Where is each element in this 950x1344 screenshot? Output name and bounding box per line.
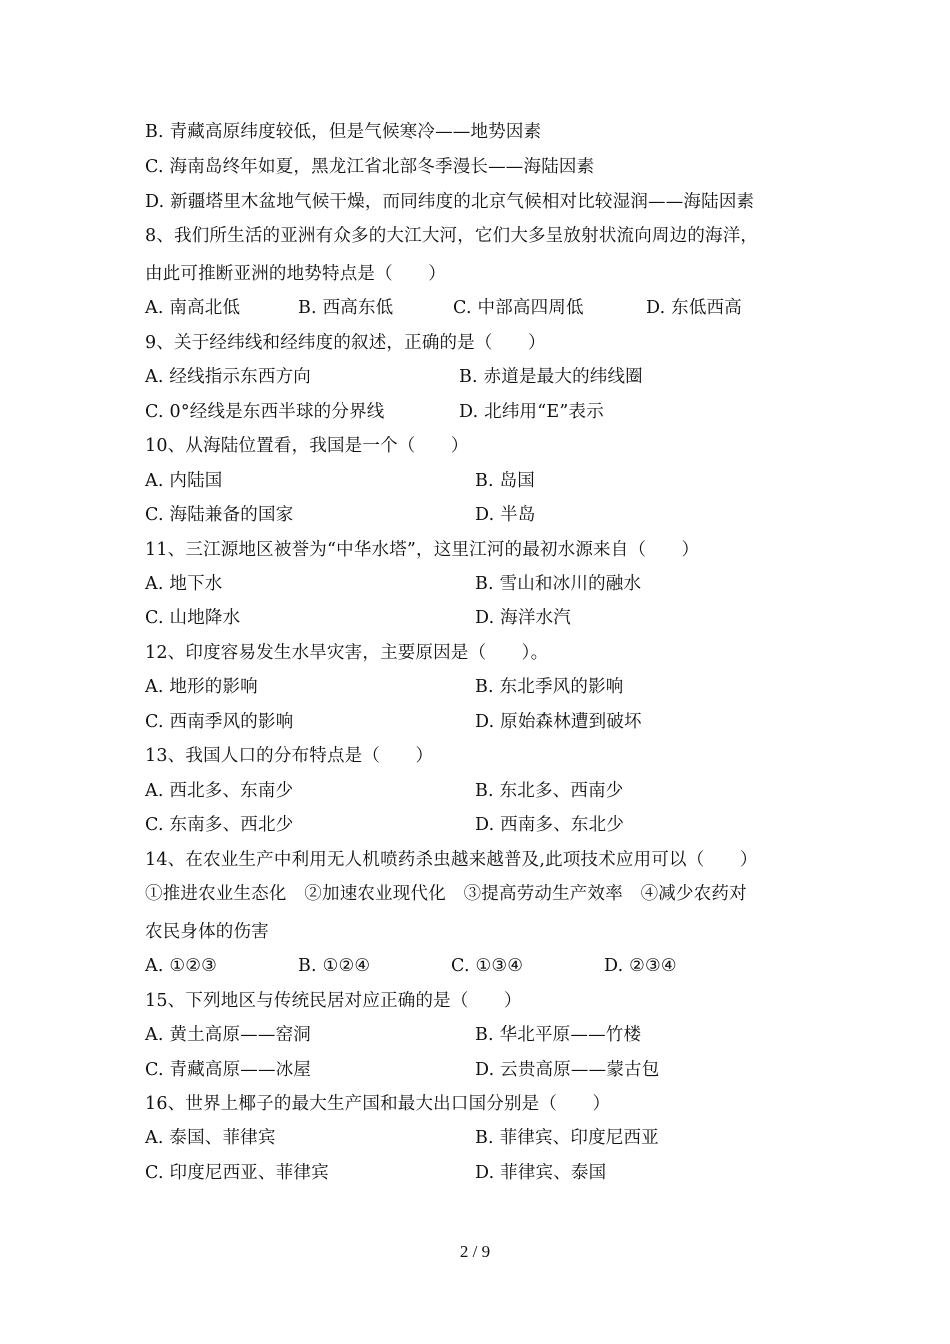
q14-option-d: D. ②③④: [604, 956, 677, 976]
q15-option-d: D. 云贵高原——蒙古包: [475, 1060, 660, 1080]
q9-option-d: D. 北纬用“E”表示: [459, 402, 604, 422]
q12-option-c: C. 西南季风的影响: [145, 712, 294, 732]
q15-option-b: B. 华北平原——竹楼: [475, 1025, 642, 1045]
q11-option-a: A. 地下水: [145, 574, 223, 594]
q13-option-a: A. 西北多、东南少: [145, 781, 294, 801]
q14-items-line1: ①推进农业生态化 ②加速农业现代化 ③提高劳动生产效率 ④减少农药对: [145, 884, 747, 904]
q8-option-d: D. 东低西高: [646, 298, 742, 318]
q8-stem-line1: 8、我们所生活的亚洲有众多的大江大河，它们大多呈放射状流向周边的海洋，: [145, 226, 759, 246]
q14-option-c: C. ①③④: [451, 956, 524, 976]
q14-stem: 14、在农业生产中利用无人机喷药杀虫越来越普及,此项技术应用可以（ ）: [145, 850, 758, 870]
q10-option-d: D. 半岛: [475, 505, 536, 525]
q7-option-c: C. 海南岛终年如夏，黑龙江省北部冬季漫长——海陆因素: [145, 157, 595, 177]
q11-stem: 11、三江源地区被誉为“中华水塔”，这里江河的最初水源来自（ ）: [145, 540, 700, 560]
q10-stem: 10、从海陆位置看，我国是一个（ ）: [145, 436, 469, 456]
q12-stem: 12、印度容易发生水旱灾害，主要原因是（ ）。: [145, 643, 549, 663]
q10-option-c: C. 海陆兼备的国家: [145, 505, 294, 525]
q16-option-c: C. 印度尼西亚、菲律宾: [145, 1163, 329, 1183]
q11-option-c: C. 山地降水: [145, 608, 241, 628]
q15-stem: 15、下列地区与传统民居对应正确的是（ ）: [145, 991, 522, 1011]
q9-option-b: B. 赤道是最大的纬线圈: [459, 367, 643, 387]
q16-option-a: A. 泰国、菲律宾: [145, 1128, 276, 1148]
q8-option-c: C. 中部高四周低: [453, 298, 584, 318]
q7-option-d: D. 新疆塔里木盆地气候干燥，而同纬度的北京气候相对比较湿润——海陆因素: [145, 192, 755, 212]
q14-option-b: B. ①②④: [298, 956, 371, 976]
q12-option-b: B. 东北季风的影响: [475, 677, 624, 697]
q13-option-d: D. 西南多、东北少: [475, 815, 625, 835]
q8-option-a: A. 南高北低: [145, 298, 241, 318]
q8-option-b: B. 西高东低: [298, 298, 394, 318]
q9-option-a: A. 经线指示东西方向: [145, 367, 311, 387]
q12-option-a: A. 地形的影响: [145, 677, 258, 697]
q14-items-line2: 农民身体的伤害: [145, 922, 269, 942]
q9-option-c: C. 0°经线是东西半球的分界线: [145, 402, 385, 422]
q15-option-a: A. 黄土高原——窑洞: [145, 1025, 311, 1045]
q10-option-a: A. 内陆国: [145, 471, 223, 491]
q9-stem: 9、关于经纬线和经纬度的叙述，正确的是（ ）: [145, 333, 546, 353]
q16-option-b: B. 菲律宾、印度尼西亚: [475, 1128, 659, 1148]
q11-option-b: B. 雪山和冰川的融水: [475, 574, 642, 594]
q16-option-d: D. 菲律宾、泰国: [475, 1163, 607, 1183]
q13-option-c: C. 东南多、西北少: [145, 815, 294, 835]
q13-stem: 13、我国人口的分布特点是（ ）: [145, 746, 434, 766]
q14-option-a: A. ①②③: [145, 956, 218, 976]
q8-stem-line2: 由此可推断亚洲的地势特点是（ ）: [145, 264, 446, 284]
q13-option-b: B. 东北多、西南少: [475, 781, 624, 801]
q16-stem: 16、世界上椰子的最大生产国和最大出口国分别是（ ）: [145, 1094, 611, 1114]
q11-option-d: D. 海洋水汽: [475, 608, 571, 628]
q10-option-b: B. 岛国: [475, 471, 535, 491]
q12-option-d: D. 原始森林遭到破坏: [475, 712, 642, 732]
q7-option-b: B. 青藏高原纬度较低，但是气候寒冷——地势因素: [145, 122, 542, 142]
page-number: 2 / 9: [459, 1242, 491, 1261]
q15-option-c: C. 青藏高原——冰屋: [145, 1060, 312, 1080]
